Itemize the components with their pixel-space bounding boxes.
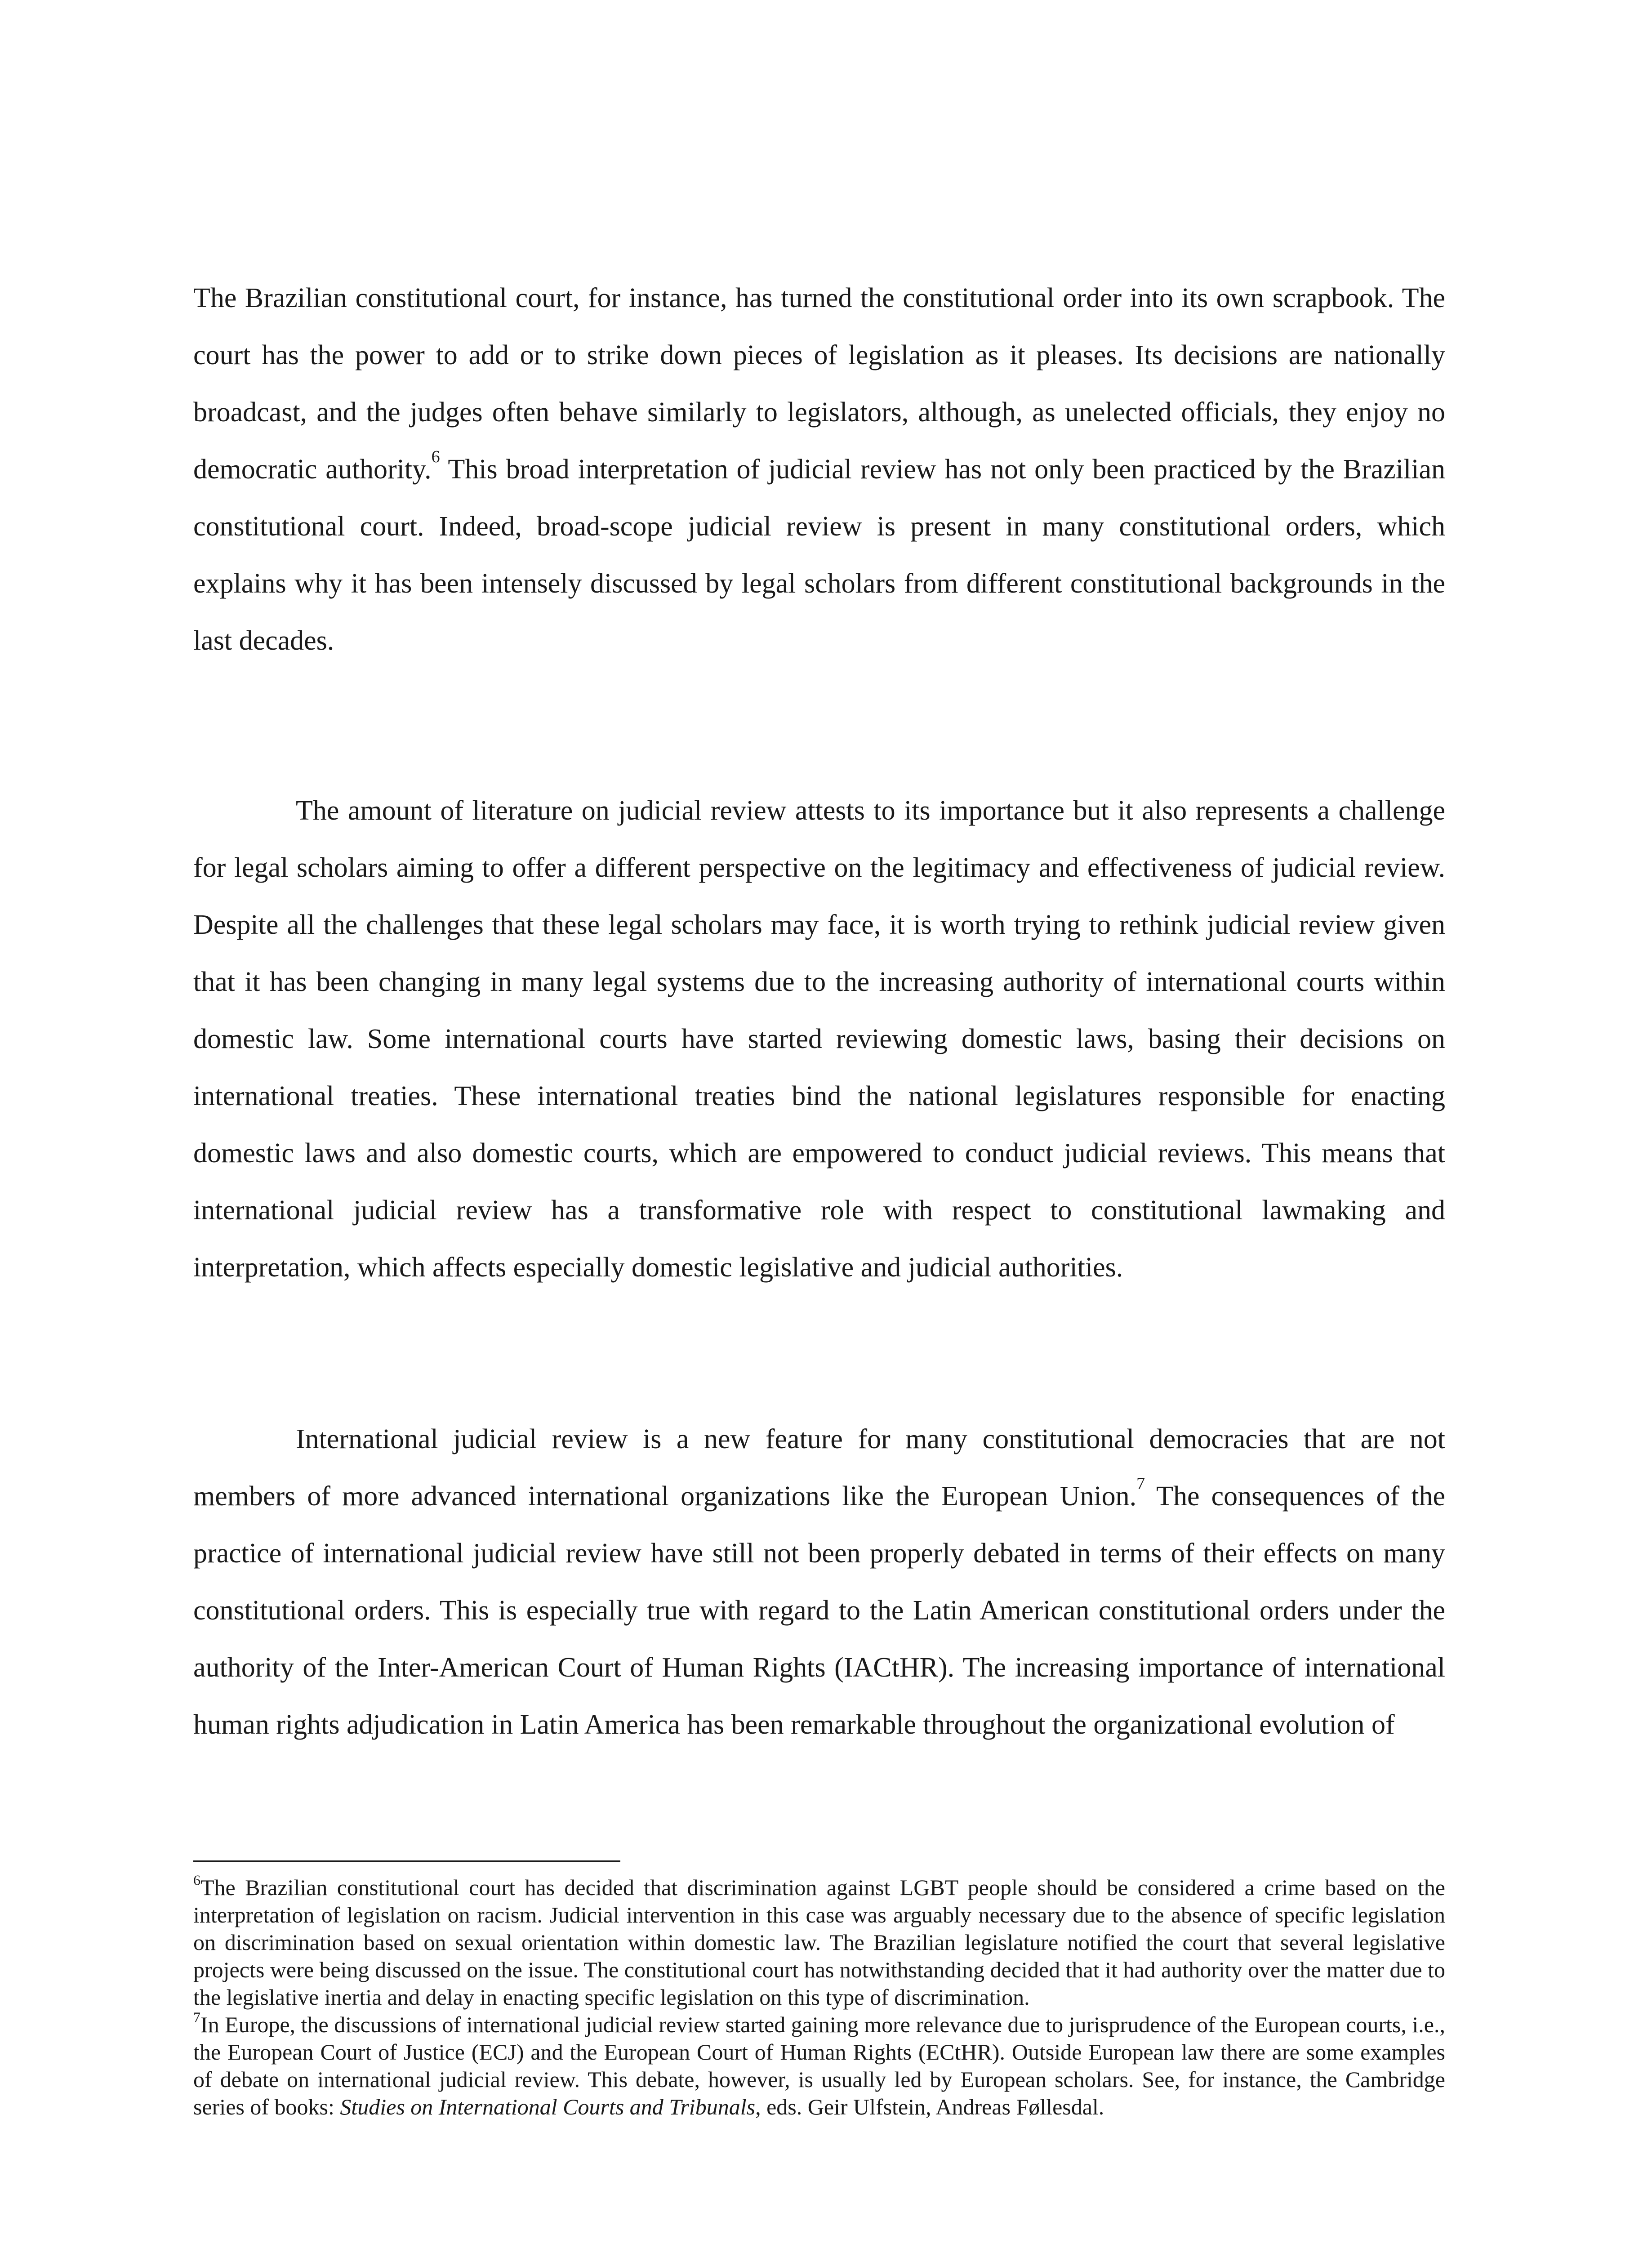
footnote-7-text-before: In Europe, the discussions of international judicial review started gaining more relevance due to jurisprudence of the European courts, i.e., the European Court of Justice (ECJ) and the European Court of Human Rights (ECtHR). Outside European law there are some examples of debate on international judicial review. This debate, however, is usually led by European scholars. See, for instance, the Cambridge series of books: [193,2012,1445,2119]
footnote-7-text-after: , eds. Geir Ulfstein, Andreas Føllesdal. [755,2094,1104,2119]
paragraph-1 [193,270,1445,669]
footnote-7-series-title: Studies on International Courts and Tribunals [340,2094,756,2119]
footnote-reference-6[interactable]: 6 [431,447,440,466]
footnote-7-marker: 7 [193,2009,200,2025]
paragraph-1-text-before: The Brazilian constitutional court, for instance, has turned the constitutional order into its own scrapbook. The court has the power to add or to strike down pieces of legislation as it pleases. Its decisions are nationally broadcast, and the judges often behave similarly to legislators, although, as unelected officials, they enjoy no democratic authority. [193,283,1445,485]
paragraph-2: The amount of literature on judicial review attests to its importance but it also represents a challenge for legal scholars aiming to offer a different perspective on the legitimacy and effectiveness of judicial review. Despite all the challenges that these legal scholars may face, it is worth trying to rethink judicial review given that it has been changing in many legal systems due to the increasing authority of international courts within domestic law. Some international courts have started reviewing domestic laws, basing their decisions on international treaties. These international treaties bind the national legislatures responsible for enacting domestic laws and also domestic courts, which are empowered to conduct judicial reviews. This means that international judicial review has a transformative role with respect to constitutional lawmaking and interpretation, which affects especially domestic legislative and judicial authorities. [193,795,1445,1283]
footnote-7 [193,2011,1445,2121]
footnote-6-text: The Brazilian constitutional court has decided that discrimination against LGBT people should be considered a crime based on the interpretation of legislation on racism. Judicial intervention in this case was arguably necessary due to the absence of specific legislation on discrimination based on sexual orientation within domestic law. The Brazilian legislature notified the court that several legislative projects were being discussed on the issue. The constitutional court has notwithstanding decided that it had authority over the matter due to the legislative inertia and delay in enacting specific legislation on this type of discrimination. [193,1875,1445,2010]
footnote-separator [193,1860,620,1862]
paragraph-3-text-after: The consequences of the practice of international judicial review have still not been properly debated in terms of their effects on many constitutional orders. This is especially true with regard to the Latin American constitutional orders under the authority of the Inter-American Court of Human Rights (IACtHR). The increasing importance of international human rights adjudication in Latin America has been remarkable throughout the organizational evolution of [193,1481,1445,1740]
footnote-6-marker: 6 [193,1872,200,1888]
paragraph-1-text-after: This broad interpretation of judicial review has not only been practiced by the Brazilian constitutional court. Indeed, broad-scope judicial review is present in many constitutional orders, which explains why it has been intensely discussed by legal scholars from different constitutional backgrounds in the last decades. [193,454,1445,656]
footnote-6 [193,1874,1445,2011]
footnote-reference-7[interactable]: 7 [1136,1474,1145,1493]
paragraph-3-text-before: International judicial review is a new feature for many constitutional democracies that are not members of more advanced international organizations like the European Union. [193,1424,1445,1512]
paragraph-3 [193,1411,1445,1753]
footnotes-section [193,1874,1445,2121]
